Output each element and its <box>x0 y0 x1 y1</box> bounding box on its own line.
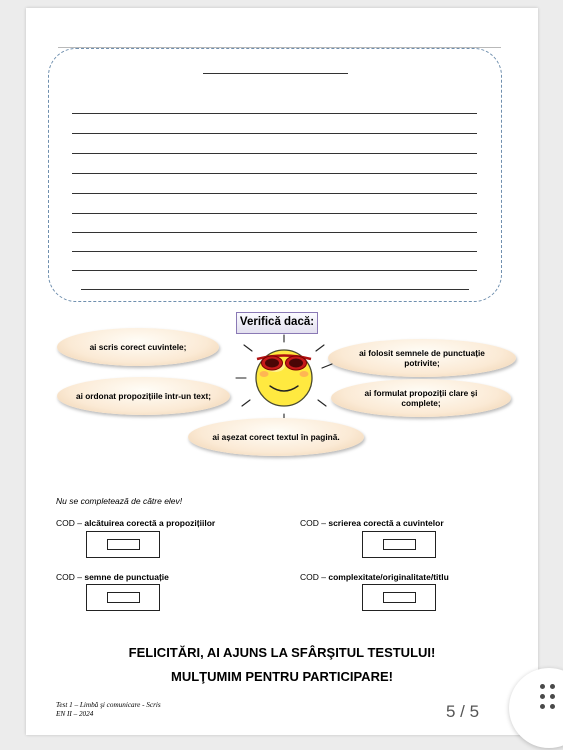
page-indicator: 5 / 5 <box>446 702 480 721</box>
document-page <box>26 8 538 735</box>
writing-line <box>72 193 477 194</box>
writing-line <box>81 289 469 290</box>
writing-line <box>72 113 477 114</box>
cod-field <box>383 539 416 550</box>
footer-exam-year: EN II – 2024 <box>56 710 94 718</box>
writing-area <box>48 48 502 302</box>
checklist-bubble: ai formulat propoziții clare și complete; <box>331 379 511 417</box>
cod-field <box>107 592 140 603</box>
checklist-bubble: ai așezat corect textul în pagină. <box>188 418 364 456</box>
title-line <box>203 73 348 74</box>
footer-test-name: Test 1 – Limbă şi comunicare - Scris <box>56 701 161 709</box>
writing-line <box>72 153 477 154</box>
cod-box-propozitii <box>86 531 160 558</box>
cod-label-propozitii: COD – alcătuirea corectă a propozițiilor <box>56 518 216 528</box>
checklist-bubble: ai folosit semnele de punctuație potrivite; <box>328 339 516 377</box>
writing-line <box>72 270 477 271</box>
congrats-heading: FELICITĂRI, AI AJUNS LA SFÂRŞITUL TESTULUI! <box>128 645 436 660</box>
cod-field <box>107 539 140 550</box>
cod-box-punctuatie <box>86 584 160 611</box>
writing-line <box>72 232 477 233</box>
verify-title: Verifică dacă: <box>236 312 318 334</box>
page-footer <box>56 701 161 719</box>
writing-line <box>72 133 477 134</box>
cod-box-complexitate <box>362 584 436 611</box>
cod-label-punctuatie: COD – semne de punctuație <box>56 572 169 582</box>
checklist-bubble: ai ordonat propozițiile într-un text; <box>57 377 230 415</box>
cod-label-complexitate: COD – complexitate/originalitate/titlu <box>300 572 449 582</box>
cod-field <box>383 592 416 603</box>
checklist-bubble: ai scris corect cuvintele; <box>57 328 219 366</box>
teacher-note: Nu se completează de către elev! <box>56 496 183 506</box>
writing-line <box>72 251 477 252</box>
cod-label-cuvinte: COD – scrierea corectă a cuvintelor <box>300 518 444 528</box>
writing-line <box>72 213 477 214</box>
writing-line <box>72 173 477 174</box>
cod-box-cuvinte <box>362 531 436 558</box>
sun-with-sunglasses-icon <box>234 334 334 418</box>
thanks-heading: MULŢUMIM PENTRU PARTICIPARE! <box>171 669 393 684</box>
